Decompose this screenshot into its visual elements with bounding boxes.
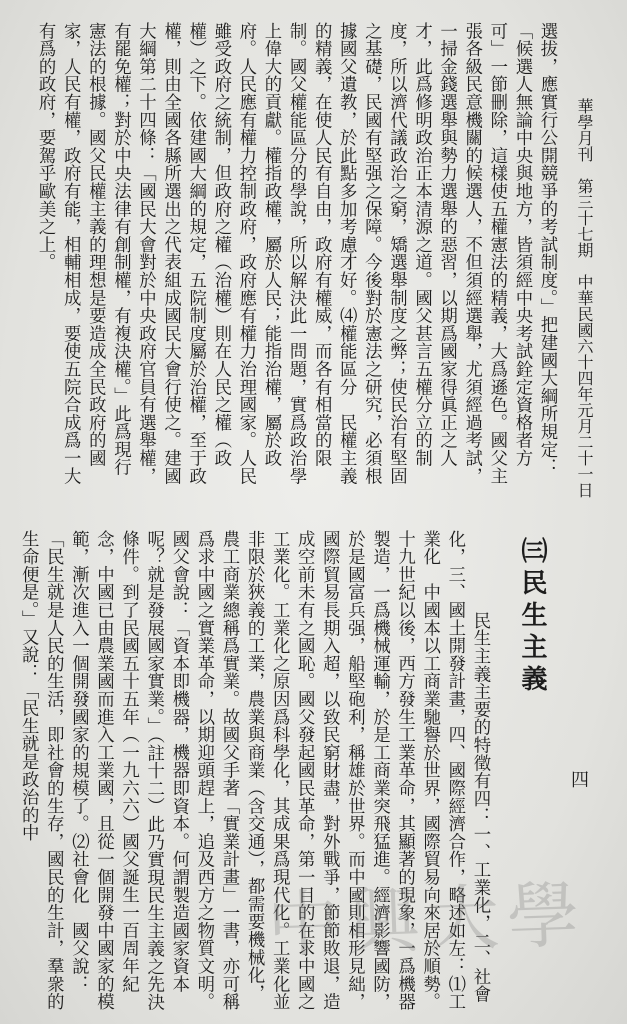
section-title: ㈢民生主義 [517, 537, 547, 697]
lower-body-text [0, 530, 517, 1012]
issue-number: 第三十七期 [575, 178, 594, 258]
journal-name: 華學月刊 [575, 98, 594, 162]
upper-body-text: 選拔，應實行公開競爭的考試制度。」把建國大綱所規定：「候選人無論中央與地方，皆須經中央考試銓定資格者方可」一節刪除，這樣使五權憲法的精義，大爲遜色。國父主張各級民意機關的候選人，不但須經選舉，尤須經過考試，一掃金錢選舉與勢力選舉的惡習，以期爲國家得眞正之人才，此爲修明政治正本清源之道。國父甚言五權分立的制度，所以濟代議政治之窮，矯選舉制度之弊；使民治有堅固之基礎，民國有堅强之保障。今後對於憲法之研究，必須根據國父遺教，於此點多加考慮才好。⑷權能區分 民權主義的精義，在使人民有自由，政府有權威，而各有相當的限制。國父權能區分的學說，所以解決此一問題，實爲政治學上偉大的貢獻。權指政權，屬於人民；能指治權，屬於政府。人民應有權力控制政府，政府應有權力治理國家。人民雖受政府之統制，但政府之權（治權）則在人民之權（政權）之下。依建國大綱的規定，五院制度屬於治權，至于政權，則由全國各縣所選出之代表組成國民大會行使之。建國大綱第二十四條：「國民大會對於中央政府官員有選舉權，有罷免權；對於中央法律有創制權，有複決權。」此爲現行憲法的根據。國父民權主義的理想是要造成全民政府的國家，人民有權，政府有能，相輔相成，要使五院合成爲一大有爲的政府，要駕乎歐美之上。 [35, 22, 557, 485]
page-header [551, 22, 617, 582]
university-watermark: 中興大學 [265, 872, 589, 968]
issue-date: 中華民國六十四年元月二十一日 [575, 274, 594, 498]
lower-body-content: 民生主義主要的特徵有四：一、工業化，二、社會化，三、國土開發計畫，四、國際經濟合作，略述如左：⑴工業化 中國本以工商業馳譽於世界，國際貿易向來居於順勢。十九世紀以後，西方發生工業革命，其顯著的現象，一爲機器製造，一爲機械運輸，於是工商業突飛猛進。經濟影響國防，於是國富兵强，船堅砲利，稱雄於世界。而中國則相形見絀，國際貿易長期入超，以致民窮財盡，對外戰爭，節節敗退，造成空前未有之國恥。國父發起國民革命，第一目的在求中國之工業化。工業化之原因爲科學化，其成果爲現代化。工業化並非限於狹義的工業，農業與商業（含交通），都需要機械化，農工商業總稱爲實業。故國父手著「實業計畫」一書，亦可稱爲求中國之實業革命，以期迎頭趕上，追及西方之物質文明。國父會說：「資本即機器，機器即資本。何謂製造國家資本呢？就是發展國家實業。」（註十二）此乃實現民生主義之先決條件。到了民國五十五年（一九六六）國父誕生一百周年紀念，中國已由農業國而進入工業國，且從一個開發中國家的模範，漸次進入一個開發國家的規模了。⑵社會化 國父說：「民生就是人民的生活，即社會的生存，國民的生計，羣衆的生命便是。」又說：「民生就是政治的中 [18, 530, 490, 1011]
page-number: 四 [568, 770, 589, 788]
